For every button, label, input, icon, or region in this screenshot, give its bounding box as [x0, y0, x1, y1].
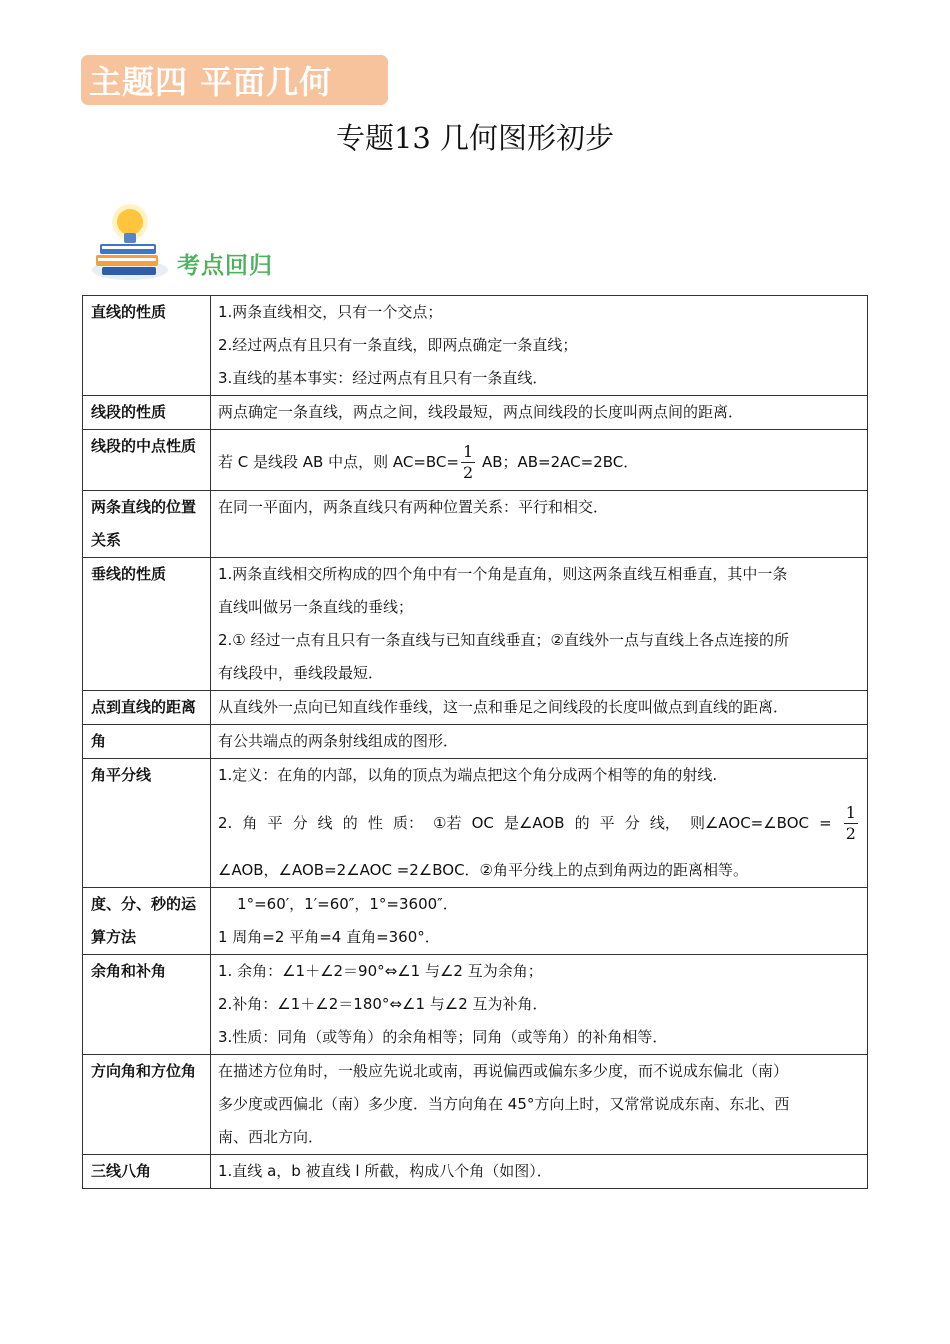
topic-banner	[81, 55, 388, 105]
topic-banner-text: 主题四 平面几何	[89, 63, 333, 101]
row-content	[211, 955, 868, 1055]
bisector-word: 则∠AOC=∠BOC	[689, 813, 809, 832]
bisector-word: 分	[624, 813, 640, 832]
table-row	[83, 888, 868, 955]
bisector-word: 2.	[218, 813, 233, 832]
row-line: 1°=60′，1′=60″，1°=3600″．	[218, 895, 458, 913]
bisector-word: 是∠AOB	[503, 813, 565, 832]
row-content	[211, 1155, 868, 1189]
row-content	[211, 491, 868, 558]
fraction-one-half	[461, 442, 475, 483]
row-label: 线段的性质	[83, 396, 211, 430]
row-content	[211, 430, 868, 491]
bisector-property-line	[218, 792, 860, 854]
fraction-numerator: 1	[845, 802, 856, 822]
bisector-word: 线，	[649, 813, 680, 832]
table-row	[83, 725, 868, 759]
table-row	[83, 296, 868, 396]
bisector-word: 平	[267, 813, 283, 832]
lightbulb-on-books-icon	[90, 200, 170, 284]
row-content	[211, 1055, 868, 1155]
row-label: 余角和补角	[83, 955, 211, 1055]
row-content	[211, 558, 868, 691]
table-row	[83, 955, 868, 1055]
table-row	[83, 491, 868, 558]
table-row	[83, 691, 868, 725]
row-line: 2.补角：∠1＋∠2＝180°⇔∠1 与∠2 互为补角．	[218, 995, 548, 1013]
bisector-word: 性	[367, 813, 383, 832]
table-row	[83, 396, 868, 430]
knowledge-table	[82, 295, 868, 1189]
section-title: 考点回归	[177, 253, 273, 279]
row-label: 角平分线	[83, 759, 211, 888]
row-content	[211, 888, 868, 955]
row-line: 多少度或西偏北（南）多少度．当方向角在 45°方向上时，又常常说成东南、东北、西	[218, 1095, 790, 1113]
row-line: ∠AOB，∠AOB=2∠AOC =2∠BOC．②角平分线上的点到角两边的距离相等。	[218, 861, 749, 879]
row-content	[211, 759, 868, 888]
row-line: 2.① 经过一点有且只有一条直线与已知直线垂直；②直线外一点与直线上各点连接的所	[218, 631, 789, 649]
row-line: 1 周角=2 平角=4 直角=360°．	[218, 928, 440, 946]
fraction-numerator: 1	[462, 442, 474, 461]
row-label: 方向角和方位角	[83, 1055, 211, 1155]
row-label: 垂线的性质	[83, 558, 211, 691]
row-line: 南、西北方向．	[218, 1128, 324, 1146]
row-line: 1.两条直线相交，只有一个交点；	[218, 303, 443, 321]
fraction-denominator: 2	[462, 463, 474, 482]
row-line: 3.性质：同角（或等角）的余角相等；同角（或等角）的补角相等．	[218, 1028, 668, 1046]
row-line: 2.经过两点有且只有一条直线，即两点确定一条直线；	[218, 336, 578, 354]
table-row	[83, 430, 868, 491]
row-line: 从直线外一点向已知直线作垂线，这一点和垂足之间线段的长度叫做点到直线的距离．	[218, 698, 789, 716]
row-label: 两条直线的位置关系	[83, 491, 211, 558]
row-line: 在描述方位角时，一般应先说北或南，再说偏西或偏东多少度，而不说成东偏北（南）	[218, 1062, 789, 1080]
row-line: 有线段中，垂线段最短．	[218, 664, 384, 682]
bisector-word: 线	[317, 813, 333, 832]
row-line: 3.直线的基本事实：经过两点有且只有一条直线．	[218, 369, 548, 387]
row-label: 直线的性质	[83, 296, 211, 396]
row-line: 1.两条直线相交所构成的四个角中有一个角是直角，则这两条直线互相垂直，其中一条	[218, 565, 788, 583]
row-label: 度、分、秒的运算方法	[83, 888, 211, 955]
row-content	[211, 396, 868, 430]
bisector-word: ①若	[433, 813, 462, 832]
table-row	[83, 1155, 868, 1189]
row-line: 1.直线 a，b 被直线 l 所截，构成八个角（如图）．	[218, 1162, 552, 1180]
bisector-word: 分	[292, 813, 308, 832]
page-title: 专题13 几何图形初步	[335, 121, 615, 155]
midpoint-text-after: AB；AB=2AC=2BC．	[477, 453, 639, 471]
bisector-word: 质：	[392, 813, 423, 832]
midpoint-text-before: 若 C 是线段 AB 中点，则 AC=BC=	[218, 453, 459, 471]
bisector-word: 角	[242, 813, 258, 832]
table-row	[83, 558, 868, 691]
row-line: 1.定义：在角的内部，以角的顶点为端点把这个角分成两个相等的角的射线.	[218, 766, 718, 784]
row-line: 1. 余角：∠1＋∠2＝90°⇔∠1 与∠2 互为余角；	[218, 962, 543, 980]
row-label: 角	[83, 725, 211, 759]
bisector-word: 的	[574, 813, 590, 832]
row-content	[211, 691, 868, 725]
bisector-word: 的	[342, 813, 358, 832]
bisector-word: OC	[471, 813, 494, 832]
bisector-word: =	[819, 813, 832, 832]
fraction-one-half	[844, 803, 858, 844]
row-label: 点到直线的距离	[83, 691, 211, 725]
row-line: 有公共端点的两条射线组成的图形．	[218, 732, 459, 750]
row-label: 线段的中点性质	[83, 430, 211, 491]
row-line: 两点确定一条直线，两点之间，线段最短，两点间线段的长度叫两点间的距离．	[218, 403, 744, 421]
fraction-denominator: 2	[845, 823, 856, 843]
row-line: 直线叫做另一条直线的垂线；	[218, 598, 414, 616]
table-row	[83, 759, 868, 888]
row-line: 在同一平面内，两条直线只有两种位置关系：平行和相交．	[218, 498, 609, 516]
row-content	[211, 296, 868, 396]
table-row	[83, 1055, 868, 1155]
bisector-word: 平	[599, 813, 615, 832]
row-content	[211, 725, 868, 759]
row-label: 三线八角	[83, 1155, 211, 1189]
